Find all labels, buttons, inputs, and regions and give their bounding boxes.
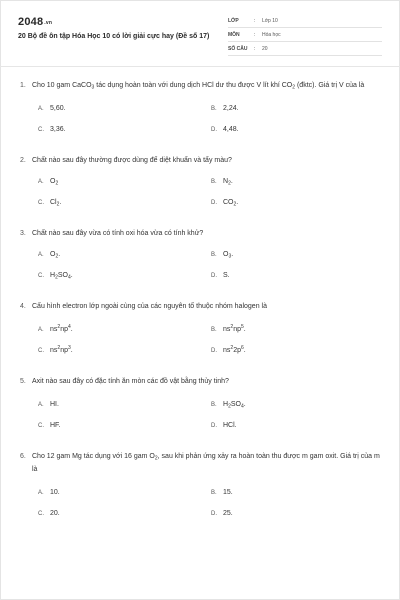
meta-value-subject: Hóa học bbox=[262, 31, 281, 38]
option-letter: D. bbox=[211, 199, 217, 206]
answer-option[interactable] bbox=[211, 415, 384, 436]
option-letter: D. bbox=[211, 422, 217, 429]
option-value: $O_2$. bbox=[50, 251, 61, 260]
option-value: $O_3$. bbox=[223, 251, 234, 260]
option-value: $ns^22p^6$. bbox=[223, 345, 246, 354]
question-item bbox=[20, 227, 382, 286]
meta-table bbox=[228, 14, 382, 56]
option-value: 3,36. bbox=[50, 126, 66, 133]
question-number: 6. bbox=[20, 453, 26, 460]
answer-options bbox=[38, 98, 382, 140]
answer-options bbox=[38, 482, 382, 524]
question-header bbox=[20, 450, 382, 476]
answer-option[interactable] bbox=[38, 98, 211, 119]
question-header bbox=[20, 154, 382, 167]
answer-option[interactable] bbox=[211, 394, 384, 415]
option-letter: B. bbox=[211, 401, 217, 408]
option-value: $H_2SO_4$. bbox=[223, 401, 246, 410]
answer-option[interactable] bbox=[211, 503, 384, 524]
question-text: Cho 12 gam Mg tác dụng với 16 gam $O_2$, sau khi phản ứng xảy ra hoàn toàn thu được m gam oxit. Giá trị của m là bbox=[32, 453, 380, 473]
answer-options bbox=[38, 244, 382, 286]
option-value: $ns^2np^3$. bbox=[50, 345, 73, 354]
question-number: 5. bbox=[20, 378, 26, 385]
option-value: $ns^2np^5$. bbox=[223, 324, 246, 333]
question-text: Cho 10 gam CaCO$_3$ tác dụng hoàn toàn với dung dịch HCl dư thu được V lít khí $CO_2$ (đktc). Giá trị V của là bbox=[32, 82, 365, 91]
option-letter: B. bbox=[211, 105, 217, 112]
answer-options bbox=[38, 319, 382, 361]
document-header bbox=[18, 14, 382, 60]
question-header bbox=[20, 227, 382, 240]
option-letter: B. bbox=[211, 178, 217, 185]
meta-row-grade: LỚP : Lớp 10 bbox=[228, 14, 382, 28]
option-letter: D. bbox=[211, 272, 217, 279]
option-value: S. bbox=[223, 272, 230, 279]
question-text: Chất nào sau đây vừa có tính oxi hóa vừa có tính khử? bbox=[32, 230, 204, 237]
option-value: 2,24. bbox=[223, 105, 239, 112]
meta-key-subject: MÔN bbox=[228, 31, 240, 38]
option-letter: C. bbox=[38, 510, 44, 517]
logo-sub-text: .vn bbox=[44, 20, 53, 26]
option-value: $O_2$ bbox=[50, 178, 59, 187]
answer-option[interactable] bbox=[211, 171, 384, 192]
question-item bbox=[20, 300, 382, 361]
answer-option[interactable] bbox=[38, 482, 211, 503]
answer-option[interactable] bbox=[38, 340, 211, 361]
option-value: $Cl_2$. bbox=[50, 199, 62, 208]
answer-option[interactable] bbox=[38, 119, 211, 140]
answer-option[interactable] bbox=[38, 319, 211, 340]
answer-option[interactable] bbox=[38, 244, 211, 265]
answer-option[interactable] bbox=[211, 482, 384, 503]
question-item bbox=[20, 450, 382, 524]
option-value: $CO_2$. bbox=[223, 199, 239, 208]
question-header bbox=[20, 300, 382, 313]
option-letter: A. bbox=[38, 251, 44, 258]
option-letter: C. bbox=[38, 422, 44, 429]
option-value: 20. bbox=[50, 510, 60, 517]
logo-main-text: 2048 bbox=[18, 16, 44, 28]
meta-row-question-count: SỐ CÂU : 20 bbox=[228, 42, 382, 56]
option-letter: A. bbox=[38, 401, 44, 408]
answer-option[interactable] bbox=[38, 503, 211, 524]
question-item bbox=[20, 154, 382, 213]
option-letter: C. bbox=[38, 126, 44, 133]
option-letter: A. bbox=[38, 326, 44, 333]
option-letter: C. bbox=[38, 199, 44, 206]
option-value: $ns^2np^4$. bbox=[50, 324, 73, 333]
answer-option[interactable] bbox=[38, 192, 211, 213]
option-letter: D. bbox=[211, 510, 217, 517]
question-header bbox=[20, 79, 382, 92]
option-value: 25. bbox=[223, 510, 233, 517]
option-value: HF. bbox=[50, 422, 61, 429]
answer-option[interactable] bbox=[211, 340, 384, 361]
answer-option[interactable] bbox=[211, 192, 384, 213]
answer-option[interactable] bbox=[211, 244, 384, 265]
meta-value-grade: Lớp 10 bbox=[262, 17, 278, 24]
answer-option[interactable] bbox=[38, 265, 211, 286]
option-letter: C. bbox=[38, 347, 44, 354]
question-item bbox=[20, 79, 382, 140]
meta-key-grade: LỚP bbox=[228, 17, 239, 24]
question-text: Axit nào sau đây có đặc tính ăn mòn các đồ vật bằng thủy tinh? bbox=[32, 378, 229, 385]
question-item bbox=[20, 375, 382, 436]
question-text: Chất nào sau đây thường được dùng để diệt khuẩn và tẩy màu? bbox=[32, 157, 232, 164]
option-value: HI. bbox=[50, 401, 59, 408]
answer-option[interactable] bbox=[211, 319, 384, 340]
option-value: $H_2SO_4$. bbox=[50, 272, 73, 281]
option-letter: D. bbox=[211, 347, 217, 354]
meta-row-subject: MÔN : Hóa học bbox=[228, 28, 382, 42]
question-text: Cấu hình electron lớp ngoài cùng của các nguyên tố thuộc nhóm halogen là bbox=[32, 303, 267, 310]
question-number: 2. bbox=[20, 157, 26, 164]
option-letter: A. bbox=[38, 489, 44, 496]
question-list bbox=[20, 79, 382, 524]
answer-option[interactable] bbox=[211, 265, 384, 286]
site-logo[interactable] bbox=[18, 16, 52, 28]
option-value: 4,48. bbox=[223, 126, 239, 133]
question-number: 4. bbox=[20, 303, 26, 310]
answer-option[interactable] bbox=[38, 394, 211, 415]
option-letter: A. bbox=[38, 178, 44, 185]
option-value: 15. bbox=[223, 489, 233, 496]
option-value: 5,60. bbox=[50, 105, 66, 112]
answer-options bbox=[38, 394, 382, 436]
question-number: 3. bbox=[20, 230, 26, 237]
question-header bbox=[20, 375, 382, 388]
answer-option[interactable] bbox=[38, 415, 211, 436]
option-letter: D. bbox=[211, 126, 217, 133]
option-letter: B. bbox=[211, 251, 217, 258]
answer-options bbox=[38, 171, 382, 213]
answer-option[interactable] bbox=[38, 171, 211, 192]
option-letter: A. bbox=[38, 105, 44, 112]
header-divider bbox=[0, 66, 400, 67]
meta-value-question-count: 20 bbox=[262, 45, 268, 52]
answer-option[interactable] bbox=[211, 98, 384, 119]
option-letter: C. bbox=[38, 272, 44, 279]
option-value: HCl. bbox=[223, 422, 237, 429]
option-letter: B. bbox=[211, 326, 217, 333]
option-value: 10. bbox=[50, 489, 60, 496]
question-number: 1. bbox=[20, 82, 26, 89]
option-value: $N_2$. bbox=[223, 178, 233, 187]
answer-option[interactable] bbox=[211, 119, 384, 140]
option-letter: B. bbox=[211, 489, 217, 496]
document-title: 20 Bộ đề ôn tập Hóa Học 10 có lời giải cực hay (Đề số 17) bbox=[18, 33, 210, 40]
meta-key-question-count: SỐ CÂU bbox=[228, 45, 248, 52]
